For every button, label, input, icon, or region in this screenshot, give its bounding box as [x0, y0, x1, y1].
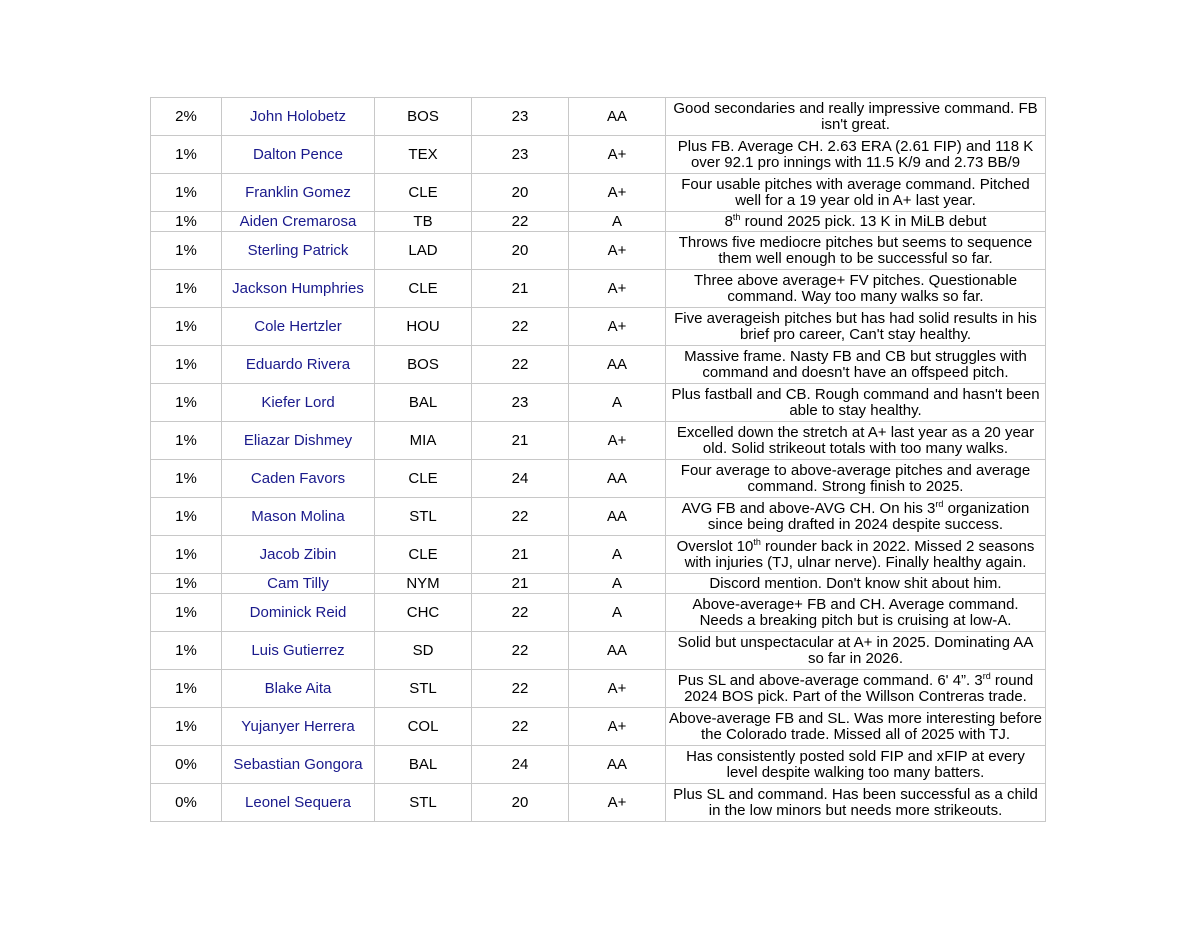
table-row — [151, 346, 1046, 384]
notes-text: AVG FB and above-AVG CH. On his 3 — [681, 499, 936, 517]
percent-cell: 1% — [151, 670, 222, 708]
notes-text: Throws five mediocre pitches but seems to sequence them well enough to be successful so far. — [678, 233, 1033, 267]
player-name-cell: Jacob Zibin — [222, 536, 375, 574]
notes-text: rounder back in 2022. Missed 2 seasons with injuries (TJ, ulnar nerve). Finally healthy again. — [684, 537, 1035, 571]
notes-cell — [666, 574, 1046, 594]
table-row — [151, 384, 1046, 422]
age-cell: 24 — [472, 746, 569, 784]
notes-text: Above-average FB and SL. Was more interesting before the Colorado trade. Missed all of 2025 with TJ. — [669, 709, 1042, 743]
player-name-cell: Kiefer Lord — [222, 384, 375, 422]
level-cell: AA — [569, 632, 666, 670]
player-name-cell: Leonel Sequera — [222, 784, 375, 822]
notes-text: Four average to above-average pitches and average command. Strong finish to 2025. — [680, 461, 1031, 495]
level-cell: A+ — [569, 174, 666, 212]
team-cell: STL — [375, 784, 472, 822]
team-cell: CLE — [375, 174, 472, 212]
percent-cell: 1% — [151, 308, 222, 346]
percent-cell: 1% — [151, 632, 222, 670]
level-cell: A — [569, 594, 666, 632]
table-row — [151, 594, 1046, 632]
level-cell: AA — [569, 460, 666, 498]
table-row — [151, 422, 1046, 460]
player-name-cell: Yujanyer Herrera — [222, 708, 375, 746]
percent-cell: 1% — [151, 498, 222, 536]
age-cell: 20 — [472, 174, 569, 212]
table-row — [151, 670, 1046, 708]
notes-cell — [666, 212, 1046, 232]
team-cell: CLE — [375, 270, 472, 308]
notes-cell — [666, 232, 1046, 270]
age-cell: 22 — [472, 670, 569, 708]
percent-cell: 2% — [151, 98, 222, 136]
player-name-cell: Aiden Cremarosa — [222, 212, 375, 232]
percent-cell: 1% — [151, 346, 222, 384]
player-name-cell: Eduardo Rivera — [222, 346, 375, 384]
level-cell: A+ — [569, 232, 666, 270]
player-name-cell: Eliazar Dishmey — [222, 422, 375, 460]
notes-text: Good secondaries and really impressive command. FB isn't great. — [673, 99, 1038, 133]
notes-cell — [666, 174, 1046, 212]
team-cell: SD — [375, 632, 472, 670]
team-cell: STL — [375, 498, 472, 536]
table-row — [151, 270, 1046, 308]
ordinal-suffix: th — [753, 536, 761, 547]
notes-text: Three above average+ FV pitches. Questionable command. Way too many walks so far. — [693, 271, 1018, 305]
player-name-cell: Blake Aita — [222, 670, 375, 708]
level-cell: A — [569, 212, 666, 232]
age-cell: 20 — [472, 784, 569, 822]
table-row — [151, 536, 1046, 574]
ordinal-suffix: rd — [982, 670, 991, 681]
percent-cell: 1% — [151, 270, 222, 308]
notes-cell — [666, 346, 1046, 384]
notes-text: round 2024 BOS pick. Part of the Willson Contreras trade. — [684, 671, 1034, 705]
notes-text: Plus SL and command. Has been successful as a child in the low minors but needs more strikeouts. — [673, 785, 1038, 819]
percent-cell: 1% — [151, 232, 222, 270]
table-row — [151, 232, 1046, 270]
player-name-cell: Sebastian Gongora — [222, 746, 375, 784]
age-cell: 22 — [472, 308, 569, 346]
age-cell: 23 — [472, 98, 569, 136]
age-cell: 22 — [472, 594, 569, 632]
player-name-cell: Dalton Pence — [222, 136, 375, 174]
table-row — [151, 632, 1046, 670]
player-name-cell: Franklin Gomez — [222, 174, 375, 212]
age-cell: 21 — [472, 270, 569, 308]
table-row — [151, 136, 1046, 174]
age-cell: 22 — [472, 212, 569, 232]
team-cell: TB — [375, 212, 472, 232]
table-row — [151, 708, 1046, 746]
notes-cell — [666, 308, 1046, 346]
percent-cell: 0% — [151, 746, 222, 784]
percent-cell: 1% — [151, 422, 222, 460]
level-cell: A+ — [569, 670, 666, 708]
notes-text: Above-average+ FB and CH. Average command. Needs a breaking pitch but is cruising at low-A. — [692, 595, 1019, 629]
percent-cell: 1% — [151, 574, 222, 594]
percent-cell: 1% — [151, 384, 222, 422]
percent-cell: 1% — [151, 460, 222, 498]
level-cell: AA — [569, 98, 666, 136]
player-name-cell: Dominick Reid — [222, 594, 375, 632]
level-cell: A — [569, 536, 666, 574]
prospect-table-body — [151, 98, 1046, 822]
table-row — [151, 498, 1046, 536]
notes-cell — [666, 594, 1046, 632]
table-row — [151, 308, 1046, 346]
player-name-cell: John Holobetz — [222, 98, 375, 136]
team-cell: CLE — [375, 460, 472, 498]
level-cell: A — [569, 384, 666, 422]
ordinal-suffix: rd — [935, 498, 944, 509]
table-row — [151, 574, 1046, 594]
age-cell: 21 — [472, 574, 569, 594]
player-name-cell: Luis Gutierrez — [222, 632, 375, 670]
notes-cell — [666, 746, 1046, 784]
table-row — [151, 212, 1046, 232]
age-cell: 22 — [472, 708, 569, 746]
table-row — [151, 460, 1046, 498]
table-row — [151, 784, 1046, 822]
team-cell: STL — [375, 670, 472, 708]
notes-text: organization since being drafted in 2024 despite success. — [707, 499, 1030, 533]
player-name-cell: Cole Hertzler — [222, 308, 375, 346]
percent-cell: 1% — [151, 708, 222, 746]
percent-cell: 1% — [151, 594, 222, 632]
team-cell: BAL — [375, 384, 472, 422]
ordinal-suffix: th — [732, 211, 741, 222]
notes-cell — [666, 422, 1046, 460]
team-cell: BOS — [375, 346, 472, 384]
level-cell: A+ — [569, 784, 666, 822]
notes-cell — [666, 498, 1046, 536]
level-cell: A+ — [569, 422, 666, 460]
table-row — [151, 174, 1046, 212]
notes-text: Excelled down the stretch at A+ last year as a 20 year old. Solid strikeout totals with too many walks. — [676, 423, 1035, 457]
table-row — [151, 98, 1046, 136]
age-cell: 23 — [472, 136, 569, 174]
team-cell: TEX — [375, 136, 472, 174]
percent-cell: 1% — [151, 136, 222, 174]
team-cell: LAD — [375, 232, 472, 270]
age-cell: 21 — [472, 536, 569, 574]
notes-text: Massive frame. Nasty FB and CB but struggles with command and doesn't have an offspeed pitch. — [684, 347, 1027, 381]
age-cell: 21 — [472, 422, 569, 460]
age-cell: 24 — [472, 460, 569, 498]
notes-text: Five averageish pitches but has had solid results in his brief pro career, Can't stay healthy. — [674, 309, 1037, 343]
notes-text: Discord mention. Don't know shit about him. — [709, 574, 1002, 592]
team-cell: COL — [375, 708, 472, 746]
level-cell: A — [569, 574, 666, 594]
level-cell: AA — [569, 498, 666, 536]
team-cell: CHC — [375, 594, 472, 632]
age-cell: 20 — [472, 232, 569, 270]
team-cell: NYM — [375, 574, 472, 594]
team-cell: CLE — [375, 536, 472, 574]
notes-text: Pus SL and above-average command. 6' 4”. 3 — [677, 671, 983, 689]
notes-text: Solid but unspectacular at A+ in 2025. Dominating AA so far in 2026. — [677, 633, 1034, 667]
level-cell: A+ — [569, 708, 666, 746]
percent-cell: 1% — [151, 212, 222, 232]
age-cell: 22 — [472, 346, 569, 384]
player-name-cell: Cam Tilly — [222, 574, 375, 594]
player-name-cell: Jackson Humphries — [222, 270, 375, 308]
level-cell: A+ — [569, 270, 666, 308]
notes-text: 8 — [724, 212, 733, 230]
level-cell: A+ — [569, 308, 666, 346]
notes-cell — [666, 708, 1046, 746]
notes-cell — [666, 632, 1046, 670]
notes-text: round 2025 pick. 13 K in MiLB debut — [740, 212, 987, 230]
notes-cell — [666, 670, 1046, 708]
notes-cell — [666, 98, 1046, 136]
team-cell: HOU — [375, 308, 472, 346]
level-cell: AA — [569, 346, 666, 384]
player-name-cell: Mason Molina — [222, 498, 375, 536]
notes-text: Overslot 10 — [676, 537, 754, 555]
player-name-cell: Caden Favors — [222, 460, 375, 498]
notes-cell — [666, 270, 1046, 308]
percent-cell: 0% — [151, 784, 222, 822]
level-cell: A+ — [569, 136, 666, 174]
notes-cell — [666, 460, 1046, 498]
notes-text: Plus FB. Average CH. 2.63 ERA (2.61 FIP) and 118 K over 92.1 pro innings with 11.5 K/9 and 2.73 BB/9 — [677, 137, 1034, 171]
team-cell: BOS — [375, 98, 472, 136]
notes-cell — [666, 536, 1046, 574]
percent-cell: 1% — [151, 174, 222, 212]
notes-text: Plus fastball and CB. Rough command and hasn't been able to stay healthy. — [671, 385, 1040, 419]
level-cell: AA — [569, 746, 666, 784]
team-cell: MIA — [375, 422, 472, 460]
team-cell: BAL — [375, 746, 472, 784]
notes-cell — [666, 136, 1046, 174]
notes-text: Has consistently posted sold FIP and xFIP at every level despite walking too many batters. — [686, 747, 1025, 781]
age-cell: 22 — [472, 498, 569, 536]
age-cell: 22 — [472, 632, 569, 670]
notes-text: Four usable pitches with average command. Pitched well for a 19 year old in A+ last year. — [681, 175, 1030, 209]
player-name-cell: Sterling Patrick — [222, 232, 375, 270]
prospect-table — [150, 97, 1046, 822]
notes-cell — [666, 784, 1046, 822]
notes-cell — [666, 384, 1046, 422]
percent-cell: 1% — [151, 536, 222, 574]
age-cell: 23 — [472, 384, 569, 422]
table-row — [151, 746, 1046, 784]
